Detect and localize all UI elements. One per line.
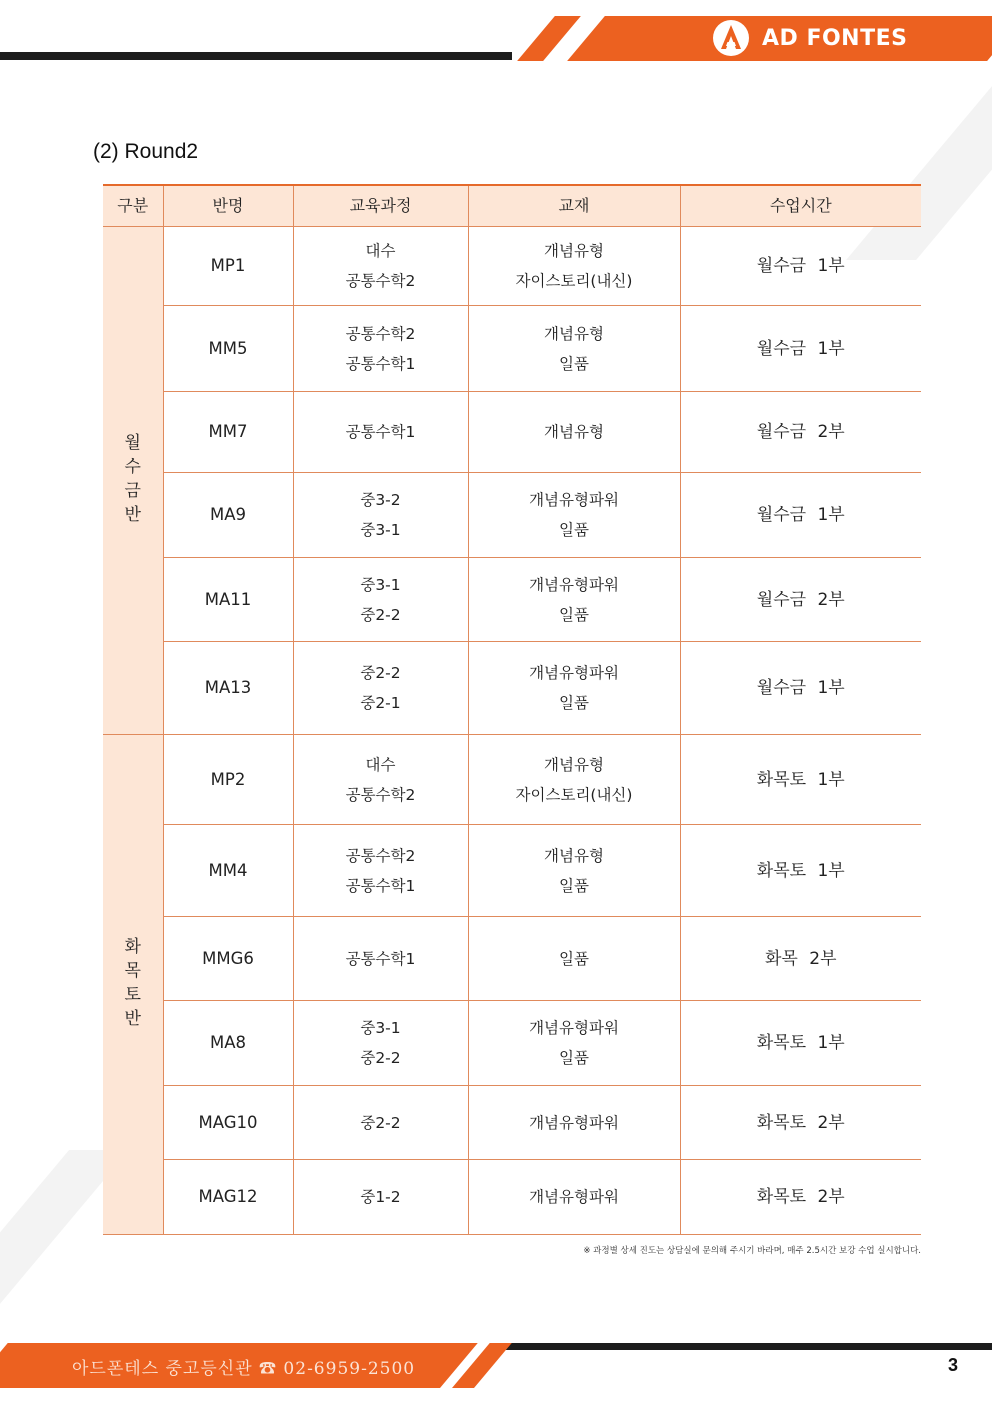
class-name-cell: MM7 [163,392,293,473]
textbook-line: 개념유형 [544,324,604,343]
class-name-cell: MA11 [163,558,293,642]
group-label-char: 반 [124,505,141,525]
textbook-line: 자이스토리(내신) [515,785,633,804]
table-row [103,1001,921,1086]
curriculum-line: 중2-2 [360,1049,401,1067]
group-label-char: 토 [124,985,141,1005]
brand-logo [712,19,907,57]
curriculum-line: 대수 [365,242,396,260]
table-row [103,642,921,735]
textbook-line: 개념유형파워 [529,1113,619,1132]
table-row [103,306,921,392]
brand-name: AD FONTES [762,25,908,51]
class-name-cell: MM5 [163,306,293,392]
table-row [103,917,921,1001]
group-label [125,935,141,1031]
textbook-line: 일품 [559,354,589,373]
textbook-line: 일품 [559,949,589,968]
class-name-cell: MA9 [163,473,293,558]
class-name-cell: MP2 [163,735,293,825]
curriculum-cell [293,825,468,917]
textbook-cell [468,392,680,473]
class-name-cell: MAG12 [163,1160,293,1235]
textbook-line: 개념유형 [544,755,604,774]
curriculum-cell [293,392,468,473]
class-name-cell: MAG10 [163,1086,293,1160]
textbook-cell [468,642,680,735]
group-label-cell [103,227,163,735]
header-class-name: 반명 [163,185,293,227]
curriculum-cell [293,227,468,306]
section-title: (2) Round2 [93,140,199,163]
curriculum-line: 공통수학1 [345,354,416,373]
curriculum-cell [293,917,468,1001]
class-name-cell: MM4 [163,825,293,917]
textbook-cell [468,473,680,558]
class-time-cell: 월수금 2부 [680,558,921,642]
curriculum-line: 중3-1 [360,521,401,539]
curriculum-line: 공통수학2 [345,785,416,804]
textbook-line: 개념유형파워 [529,575,619,594]
textbook-line: 일품 [559,521,589,539]
class-schedule-table [103,184,921,1235]
textbook-line: 개념유형파워 [529,491,619,509]
class-name-cell: MMG6 [163,917,293,1001]
table-row [103,227,921,306]
curriculum-line: 공통수학1 [345,876,416,895]
group-label-cell [103,735,163,1235]
page-number: 3 [947,1355,958,1375]
class-time-cell: 화목토 2부 [680,1160,921,1235]
textbook-line: 개념유형파워 [529,1188,619,1206]
class-time-cell: 화목토 1부 [680,1001,921,1086]
group-label-char: 금 [124,481,141,501]
table-row [103,392,921,473]
curriculum-line: 중3-1 [360,575,401,594]
curriculum-line: 중3-1 [360,1019,401,1037]
curriculum-cell [293,558,468,642]
class-time-cell: 화목토 2부 [680,1086,921,1160]
curriculum-line: 공통수학2 [345,846,416,865]
textbook-line: 개념유형파워 [529,1019,619,1037]
footer-bar [490,1343,992,1350]
textbook-line: 개념유형 [544,846,604,865]
ad-fontes-logo-icon [712,19,750,57]
curriculum-cell [293,1160,468,1235]
group-label-char: 수 [124,457,141,477]
header-curriculum: 교육과정 [293,185,468,227]
curriculum-cell [293,473,468,558]
class-time-cell: 월수금 1부 [680,473,921,558]
footnote: ※ 과정별 상세 진도는 상담실에 문의해 주시기 바라며, 매주 2.5시간 보강 수업 실시합니다. [583,1246,921,1256]
textbook-line: 일품 [559,605,589,624]
header-bar [0,52,512,60]
class-time-cell: 월수금 1부 [680,227,921,306]
header-category: 구분 [103,185,163,227]
textbook-cell [468,227,680,306]
class-name-cell: MA8 [163,1001,293,1086]
class-time-cell: 화목 2부 [680,917,921,1001]
curriculum-cell [293,642,468,735]
curriculum-cell [293,1086,468,1160]
curriculum-cell [293,735,468,825]
textbook-cell [468,735,680,825]
curriculum-line: 공통수학2 [345,324,416,343]
table-row [103,735,921,825]
textbook-line: 일품 [559,694,589,712]
table-row [103,825,921,917]
group-label [125,431,141,527]
table-row [103,473,921,558]
curriculum-line: 중2-2 [360,664,401,682]
curriculum-line: 공통수학2 [345,272,416,290]
textbook-cell [468,306,680,392]
curriculum-cell [293,306,468,392]
curriculum-line: 중2-2 [360,1113,401,1132]
table-row [103,1160,921,1235]
textbook-line: 개념유형 [544,423,604,441]
class-name-cell: MP1 [163,227,293,306]
textbook-line: 개념유형 [544,242,604,260]
class-time-cell: 월수금 2부 [680,392,921,473]
header-class-time: 수업시간 [680,185,921,227]
table-header-row [103,185,921,227]
table-row [103,1086,921,1160]
class-time-cell: 월수금 1부 [680,306,921,392]
curriculum-line: 공통수학1 [345,949,416,968]
textbook-cell [468,1086,680,1160]
footer-contact: 아드폰테스 중고등신관 ☎ 02-6959-2500 [72,1359,416,1379]
class-time-cell: 화목토 1부 [680,825,921,917]
textbook-cell [468,825,680,917]
textbook-cell [468,917,680,1001]
class-time-cell: 월수금 1부 [680,642,921,735]
group-label-char: 화 [124,937,141,957]
curriculum-line: 중2-1 [360,694,401,712]
textbook-cell [468,558,680,642]
textbook-line: 일품 [559,1049,589,1067]
textbook-cell [468,1160,680,1235]
header-textbook: 교재 [468,185,680,227]
table-body [103,227,921,1235]
curriculum-cell [293,1001,468,1086]
textbook-line: 일품 [559,876,589,895]
curriculum-line: 중2-2 [360,605,401,624]
textbook-line: 개념유형파워 [529,664,619,682]
class-time-cell: 화목토 1부 [680,735,921,825]
group-label-char: 월 [124,433,141,453]
textbook-cell [468,1001,680,1086]
table-row [103,558,921,642]
group-label-char: 반 [124,1009,141,1029]
curriculum-line: 대수 [365,755,396,774]
group-label-char: 목 [124,961,141,981]
textbook-line: 자이스토리(내신) [515,272,633,290]
curriculum-line: 중3-2 [360,491,401,509]
curriculum-line: 공통수학1 [345,423,416,441]
curriculum-line: 중1-2 [360,1188,401,1206]
class-name-cell: MA13 [163,642,293,735]
